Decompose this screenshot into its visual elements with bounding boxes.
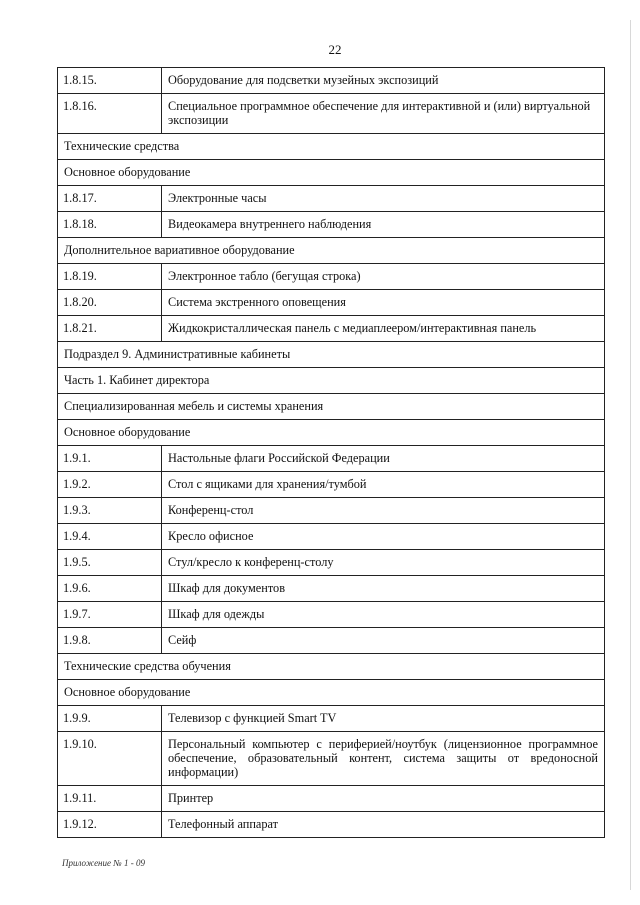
section-heading: Технические средства xyxy=(58,134,605,160)
section-row xyxy=(58,654,605,680)
section-row xyxy=(58,160,605,186)
item-description: Оборудование для подсветки музейных экспозиций xyxy=(162,68,605,94)
section-row xyxy=(58,680,605,706)
section-row xyxy=(58,134,605,160)
item-number: 1.8.18. xyxy=(58,212,162,238)
item-description: Телевизор с функцией Smart TV xyxy=(162,706,605,732)
section-heading: Дополнительное вариативное оборудование xyxy=(58,238,605,264)
section-heading: Подраздел 9. Административные кабинеты xyxy=(58,342,605,368)
table-row xyxy=(58,472,605,498)
item-number: 1.9.5. xyxy=(58,550,162,576)
item-number: 1.8.21. xyxy=(58,316,162,342)
item-number: 1.9.1. xyxy=(58,446,162,472)
equipment-table-body xyxy=(58,68,605,838)
item-description: Электронное табло (бегущая строка) xyxy=(162,264,605,290)
table-row xyxy=(58,94,605,134)
table-row xyxy=(58,212,605,238)
item-description: Конференц-стол xyxy=(162,498,605,524)
item-number: 1.9.11. xyxy=(58,786,162,812)
table-row xyxy=(58,264,605,290)
item-number: 1.9.7. xyxy=(58,602,162,628)
item-description: Система экстренного оповещения xyxy=(162,290,605,316)
item-description: Телефонный аппарат xyxy=(162,812,605,838)
item-description: Электронные часы xyxy=(162,186,605,212)
table-row xyxy=(58,290,605,316)
item-number: 1.9.6. xyxy=(58,576,162,602)
item-number: 1.9.12. xyxy=(58,812,162,838)
section-row xyxy=(58,368,605,394)
item-description: Персональный компьютер с периферией/ноутбук (лицензионное программное обеспечение, образовательный контент, система защиты от вредоносной информации) xyxy=(162,732,605,786)
table-row xyxy=(58,628,605,654)
item-number: 1.8.20. xyxy=(58,290,162,316)
section-heading: Часть 1. Кабинет директора xyxy=(58,368,605,394)
item-description: Специальное программное обеспечение для интерактивной и (или) виртуальной экспозиции xyxy=(162,94,605,134)
item-description: Жидкокристаллическая панель с медиаплеером/интерактивная панель xyxy=(162,316,605,342)
item-number: 1.9.10. xyxy=(58,732,162,786)
section-row xyxy=(58,342,605,368)
table-row xyxy=(58,446,605,472)
table-row xyxy=(58,576,605,602)
table-row xyxy=(58,316,605,342)
footer-appendix-note: Приложение № 1 - 09 xyxy=(62,858,145,868)
item-number: 1.8.16. xyxy=(58,94,162,134)
item-number: 1.9.9. xyxy=(58,706,162,732)
item-number: 1.9.2. xyxy=(58,472,162,498)
table-row xyxy=(58,550,605,576)
item-number: 1.8.15. xyxy=(58,68,162,94)
item-description: Кресло офисное xyxy=(162,524,605,550)
item-description: Стул/кресло к конференц-столу xyxy=(162,550,605,576)
table-row xyxy=(58,812,605,838)
item-number: 1.9.8. xyxy=(58,628,162,654)
page-edge-line xyxy=(630,20,631,890)
table-row xyxy=(58,786,605,812)
item-number: 1.9.3. xyxy=(58,498,162,524)
table-row xyxy=(58,68,605,94)
section-row xyxy=(58,394,605,420)
item-number: 1.9.4. xyxy=(58,524,162,550)
section-heading: Основное оборудование xyxy=(58,680,605,706)
section-heading: Специализированная мебель и системы хранения xyxy=(58,394,605,420)
item-description: Принтер xyxy=(162,786,605,812)
item-description: Стол с ящиками для хранения/тумбой xyxy=(162,472,605,498)
table-row xyxy=(58,602,605,628)
item-description: Сейф xyxy=(162,628,605,654)
section-heading: Технические средства обучения xyxy=(58,654,605,680)
section-heading: Основное оборудование xyxy=(58,420,605,446)
item-number: 1.8.17. xyxy=(58,186,162,212)
table-row xyxy=(58,498,605,524)
item-description: Настольные флаги Российской Федерации xyxy=(162,446,605,472)
item-description: Шкаф для документов xyxy=(162,576,605,602)
table-row xyxy=(58,186,605,212)
page-number: 22 xyxy=(328,42,342,57)
section-row xyxy=(58,238,605,264)
table-row xyxy=(58,706,605,732)
section-row xyxy=(58,420,605,446)
table-row xyxy=(58,732,605,786)
table-row xyxy=(58,524,605,550)
equipment-table xyxy=(57,67,605,838)
section-heading: Основное оборудование xyxy=(58,160,605,186)
item-number: 1.8.19. xyxy=(58,264,162,290)
item-description: Шкаф для одежды xyxy=(162,602,605,628)
item-description: Видеокамера внутреннего наблюдения xyxy=(162,212,605,238)
